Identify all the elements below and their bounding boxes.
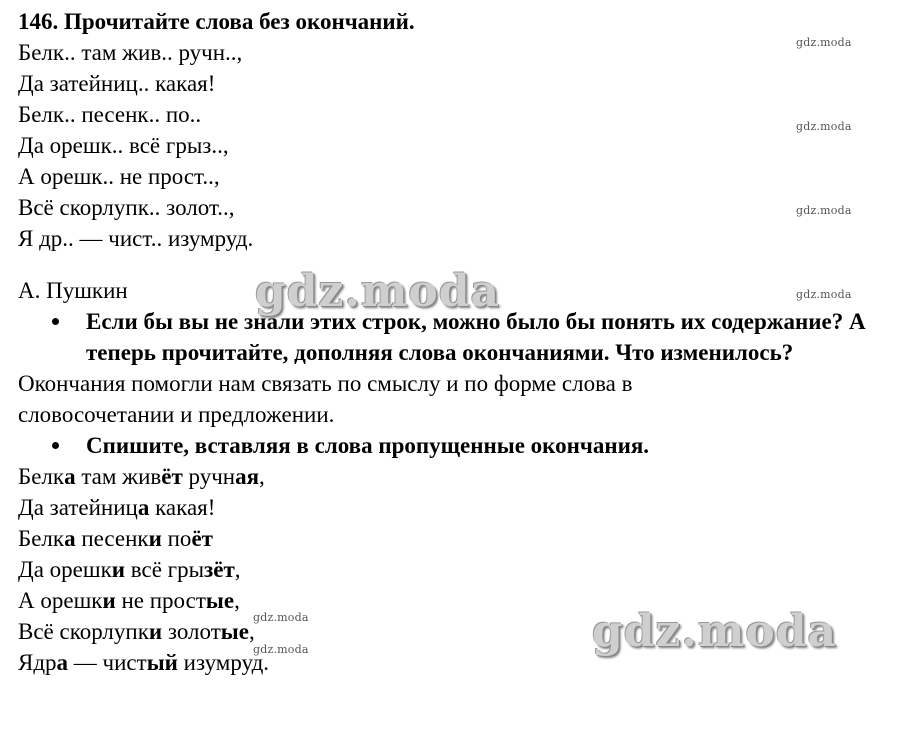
ending: и [102,588,116,613]
ending: а [56,650,69,675]
watermark-small: gdz.moda [796,36,852,49]
poem-line: Всё скорлупк.. золот.., [18,195,235,220]
word-part: , [234,588,240,613]
poem-line: Я др.. — чист.. изумруд. [18,226,254,251]
poem-without-endings [18,37,888,254]
word-part: там жив [75,464,162,489]
exercise-title: 146. Прочитайте слова без окончаний. [18,9,415,34]
ending: ые [220,619,249,644]
word-part: Да орешк [18,557,112,582]
word-part: Да затейниц [18,495,138,520]
word-part: песенк [75,526,149,551]
watermark-small: gdz.moda [796,204,852,217]
word-part: Белк [18,526,65,551]
bullet-question-2-text: Спишите, вставляя в слова пропущенные окончания. [86,433,650,458]
word-part: Белк [18,464,65,489]
poem-line: А орешк.. не прост.., [18,164,220,189]
bullet-question-2 [18,430,888,461]
ending: а [137,495,150,520]
word-part: А орешк [18,588,103,613]
poem-line: Белк.. там жив.. ручн.., [18,40,243,65]
word-part: по [161,526,192,551]
word-part: не прост [115,588,206,613]
ending: а [64,464,76,489]
watermark-large: gdz.moda [592,606,838,657]
poem-line: Да затейниц.. какая! [18,71,216,96]
word-part: Ядр [18,650,57,675]
word-part: всё гры [125,557,205,582]
watermark-small: gdz.moda [796,288,852,301]
bullet-dot-icon [52,442,59,449]
word-part: Всё скорлупк [18,619,149,644]
word-part: , [234,557,241,582]
poem-line: Да орешк.. всё грыз.., [18,133,229,158]
watermark-small: gdz.moda [253,643,309,656]
ending: ая [235,464,260,489]
watermark-small: gdz.moda [796,120,852,133]
word-part: — чист [68,650,147,675]
ending: и [111,557,126,582]
ending: ые [205,588,235,613]
word-part: золот [162,619,221,644]
ending: ёт [161,464,183,489]
poem-line-completed [18,523,888,554]
ending: зёт [204,557,235,582]
answer-paragraph: Окончания помогли нам связать по смыслу и по форме слова в словосочетании и предложении. [18,371,633,427]
author: А. Пушкин [18,278,128,303]
word-part: , [259,464,265,489]
word-part: какая! [149,495,216,520]
poem-line-completed [18,554,888,585]
page [18,6,888,678]
word-part: изумруд. [177,650,270,675]
watermark-large: gdz.moda [255,266,501,317]
bullet-dot-icon [52,318,59,325]
ending: и [148,526,162,551]
poem-line-completed [18,461,888,492]
ending: а [64,526,76,551]
bullet-question-1-text: Если бы вы не знали этих строк, можно было бы понять их содержание? А теперь прочитайте, дополняя слова окончаниями. Что изменилось? [86,309,866,365]
poem-line-completed [18,492,888,523]
poem-line: Белк.. песенк.. по.. [18,102,202,127]
ending: ый [146,650,178,675]
word-part: ручн [182,464,236,489]
watermark-small: gdz.moda [253,611,309,624]
ending: и [148,619,163,644]
ending: ёт [191,526,213,551]
word-part: , [248,619,255,644]
